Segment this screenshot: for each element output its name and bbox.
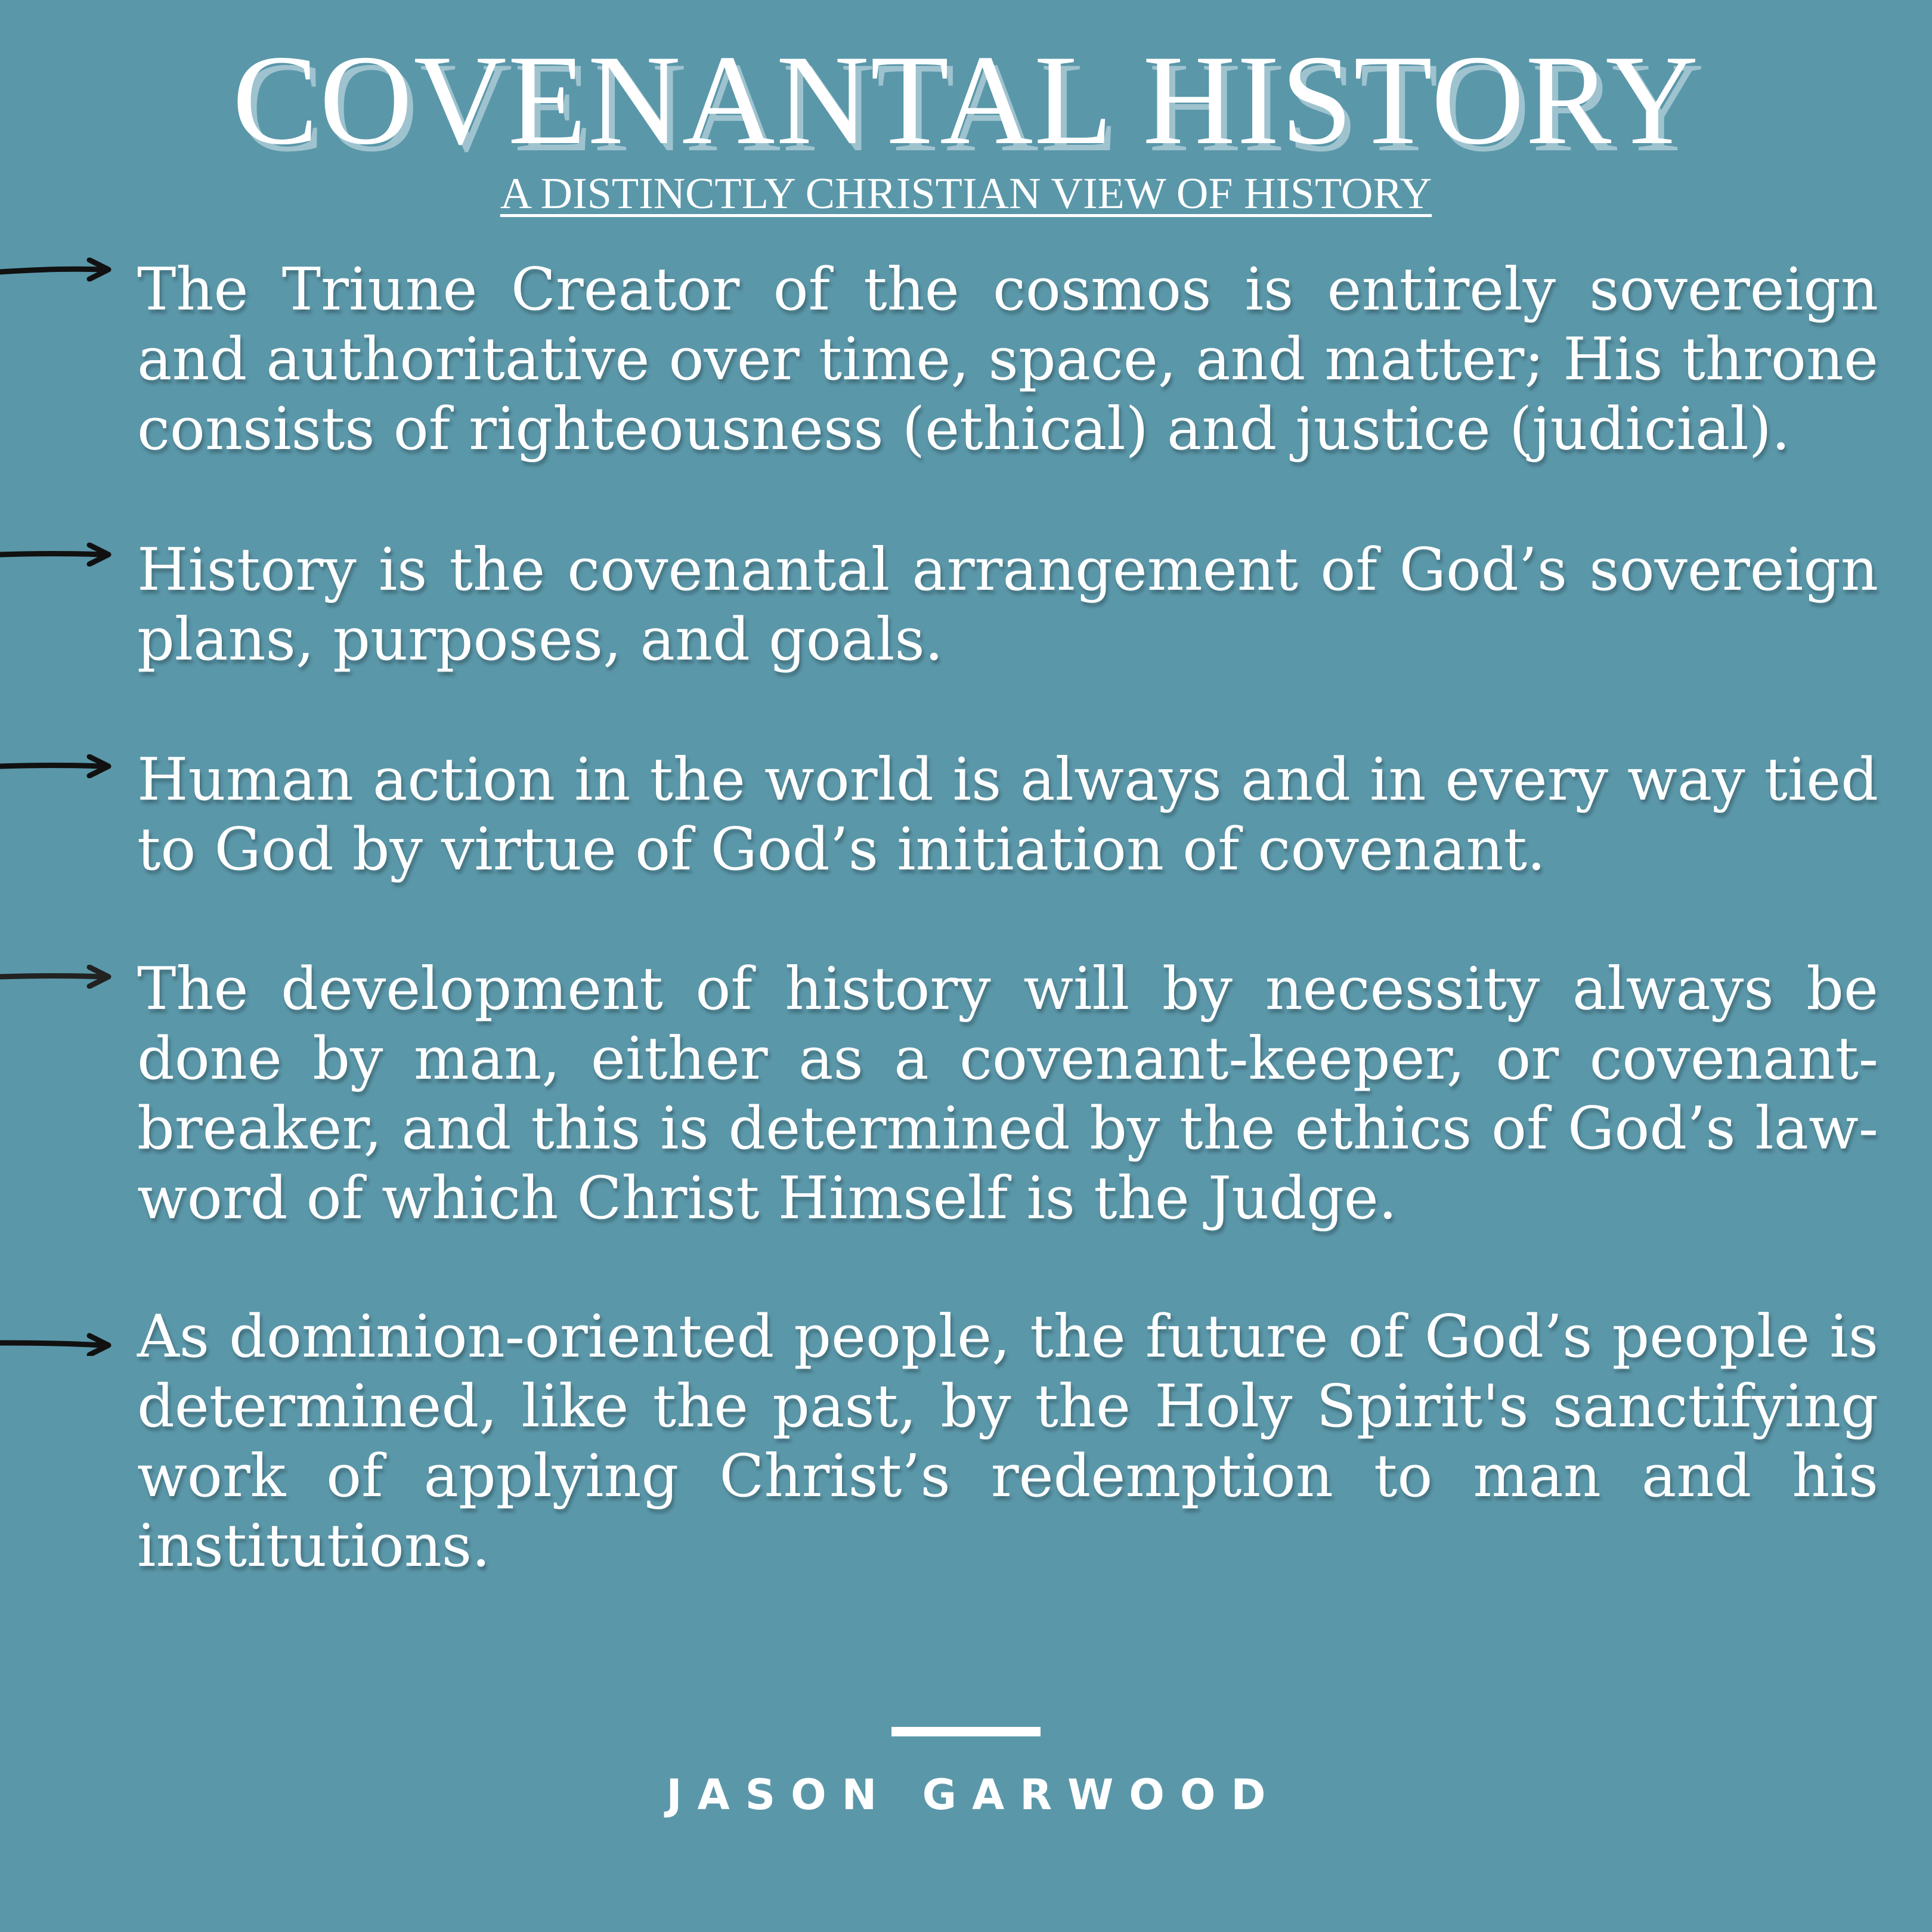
arrow-right-icon	[0, 543, 113, 566]
page-title: COVENANTAL HISTORY	[232, 29, 1700, 171]
arrow-right-icon	[0, 258, 113, 281]
list-item: Human action in the world is always and in every way tied to God by virtue of God’s initiation of covenant.	[137, 746, 1878, 884]
author-name: JASON GARWOOD	[666, 1770, 1281, 1819]
page-subtitle: A DISTINCTLY CHRISTIAN VIEW OF HISTORY	[500, 169, 1432, 218]
list-item: The Triune Creator of the cosmos is entirely sovereign and authoritative over time, space, and matter; His throne consists of righteousness (ethical) and justice (judicial).	[137, 256, 1878, 463]
list-item: The development of history will by necessity always be done by man, either as a covenant-keeper, or covenant-breaker, and this is determined by the ethics of God’s law-word of which Christ Himself is the Judge.	[137, 955, 1878, 1233]
divider	[891, 1727, 1041, 1736]
list-item: History is the covenantal arrangement of God’s sovereign plans, purposes, and goals.	[137, 536, 1878, 674]
arrow-right-icon	[0, 965, 113, 989]
arrow-right-icon	[0, 754, 113, 778]
list-item: As dominion-oriented people, the future of God’s people is determined, like the past, by the Holy Spirit's sanctifying work of applying Christ’s redemption to man and his institutions.	[137, 1303, 1878, 1580]
arrow-right-icon	[0, 1332, 113, 1356]
